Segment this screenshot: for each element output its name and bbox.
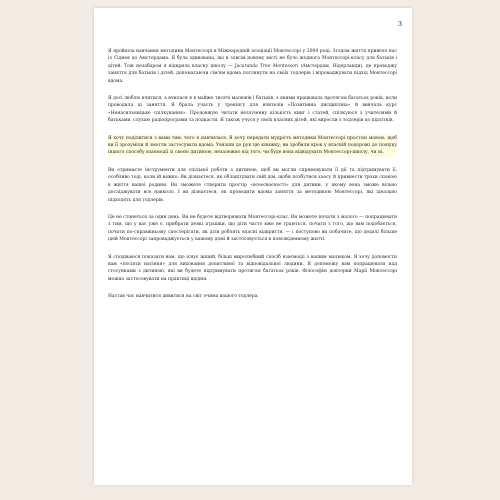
school-name: Jacaranda Tree Montessori [234,63,299,69]
text-segment: Я досі люблю вчитися, а вчилася я в майже тисячі малюків і батьків, з якими працювала протягом багатьох років, коли проводила ці заняття. Я брала участь у тренінгу для вчителів «Позитивна дисципліна» й вивчала курс «Ненасильницьке спілкування». Продовжую читати незліченну кількість книг і статей, спілкуюся з учителями й батьками, слухаю радіопрограми та подкасти. Я також учуся у своїх власних дітей, які виросли з тодлерів до підлітків. [108,96,397,124]
paragraph [108,95,397,125]
paragraph [108,135,397,157]
page-number: 3 [397,20,402,28]
text-segment: (Амстердам, Нідерланди), де проводжу заняття для батьків і дітей, допомагаючи сім'ям вдома поглянути на своїх тодлерів і впроваджувати підхід Монтессорі вдома. [108,63,397,84]
text-segment: Ви отримаєте інструменти для спільної роботи з дитиною, щоб ви могли спрямовувати її дії та підтримувати її, особливо тоді, коли їй важко. Ви дізнаєтеся, як облаштувати свій дім, щоби позбутися хаосу й привнести трохи спокою в життя вашої родини. Ви зможете створити простір «всеосвоєності» для дитини, у якому вона зможе вільно досліджувати все навколо. І ви дізнаєтеся, як проводити вдома заняття за методикою Монтессорі, які ідеально підходять для тодлерів. [108,167,397,203]
book-page [94,8,412,485]
paragraph [108,293,397,300]
paragraph [108,48,397,85]
text-segment: Це не станеться за один день. Ви не будете відтворювати Монтессорі-клас. Ви можете почати з малого — попрацювати з тим, що у вас уже є, прибрати деякі іграшки, що діти часто вже не граються, почати з того, що вам подобається, почати по-справжньому спостерігати, як діти роблять власні відкриття, — і поступово ви побачите, що дедалі більше ідей Монтессорі запроваджується у вашому домі й застосовується в повсякденному житті. [108,214,397,243]
body-text [108,48,397,311]
text-segment: Я сподіваюся показати вам, що існує інший, більш миролюбний спосіб взаємодії з вашим малюком. Я хочу допомогти вам «посіяти насіння» для виховання допитливої та відповідальної людини. Я допоможу вам попрацювати над стосунками з дитиною, які ви будете підтримувати протягом багатьох років. Філософію докторки Марії Монтессорі можна застосовувати на практиці щодня. [108,254,397,282]
paragraph [108,167,397,204]
paragraph [108,254,397,284]
text-segment: Настав час навчитися дивитися на світ очима вашого тодлера. [108,294,259,300]
text-segment: Я хочу поділитися з вами тим, чого я навчилася. Я хочу передати мудрість методики Монтессорі простою мовою, щоб ви її зрозуміли й змогли застосувати вдома. Увязши до рук цю книжку, ви зробили крок у власній подорожі до пошуку іншого способу взаємодії зі своєю дитиною, незалежно від того, чи буде вона відвідувати Монтессорі-школу, чи ні. [108,135,397,156]
paragraph [108,214,397,244]
text-segment: Я пройшла навчання методики Монтессорі в Міжнародній асоціації Монтессорі у 2004 році. Згодом життя привело нас із Сіднея до Амстердама. Я була здивована, що в зовсім новому місті не було жодного Монтессорі-класу для батьків і дітей. Тож незабаром я відкрила власну школу — [108,49,397,69]
